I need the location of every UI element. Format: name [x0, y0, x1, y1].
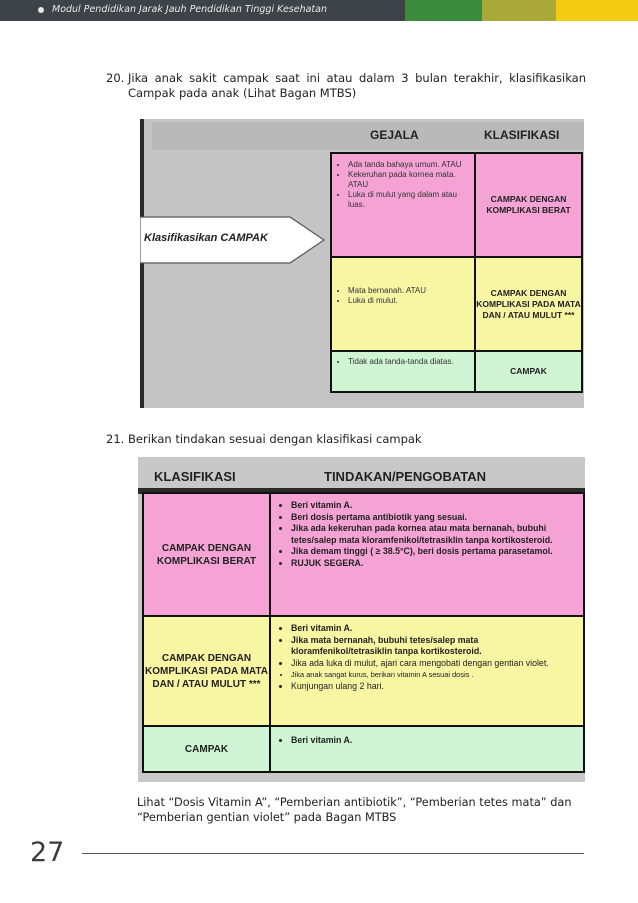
gejala-item: • Tidak ada tanda-tanda diatas. [348, 357, 470, 367]
column-header-klasifikasi: KLASIFIKASI [484, 128, 560, 142]
header-green-segment [405, 0, 482, 21]
header-title: Modul Pendidikan Jarak Jauh Pendidikan Tinggi Kesehatan [52, 4, 327, 15]
gejala-item: • Mata bernanah. ATAU [348, 286, 470, 296]
klasifikasi-cell-campak [474, 350, 583, 393]
header-olive-segment [482, 0, 556, 21]
gejala-cell-campak [330, 350, 476, 393]
klasifikasi-cell-severe [474, 152, 583, 258]
tindakan-item: • Jika ada luka di mulut, ajari cara mengobati dengan gentian violet. [291, 658, 579, 670]
column-header-gejala: GEJALA [370, 128, 419, 142]
header-bar [0, 0, 638, 21]
figure-campak-classification [140, 119, 584, 408]
gejala-cell-severe [330, 152, 476, 258]
tindakan-item: • Beri dosis pertama antibiotik yang sesuai. [291, 512, 579, 524]
tindakan-item: • Beri vitamin A. [291, 623, 579, 635]
klasifikasi-cell-severe [142, 492, 271, 617]
klasifikasi-label: CAMPAK DENGAN KOMPLIKASI BERAT [486, 194, 571, 215]
question-text: Berikan tindakan sesuai dengan klasifikasi campak [128, 432, 422, 446]
tindakan-item: • Beri vitamin A. [291, 735, 579, 747]
column-header-klasifikasi: KLASIFIKASI [154, 469, 236, 484]
gejala-item: • Ada tanda bahaya umum. ATAU [348, 160, 470, 170]
tindakan-item: • Jika anak sangat kurus, berikan vitamin A sesuai dosis . [291, 669, 579, 681]
klasifikasi-label: CAMPAK DENGAN KOMPLIKASI PADA MATA DAN / ATAU MULUT *** [476, 287, 581, 320]
gejala-cell-eye-mouth [330, 256, 476, 352]
klasifikasi-label: CAMPAK DENGAN KOMPLIKASI BERAT [156, 542, 257, 567]
klasifikasi-cell-campak [142, 725, 271, 773]
bullet-icon [38, 7, 44, 13]
klasifikasi-label: CAMPAK DENGAN KOMPLIKASI PADA MATA DAN / ATAU MULUT *** [145, 652, 268, 690]
klasifikasi-label: CAMPAK [184, 743, 229, 755]
column-header-tindakan: TINDAKAN/PENGOBATAN [324, 469, 487, 484]
klasifikasi-cell-eye-mouth [474, 256, 583, 352]
header-yellow-segment [556, 0, 638, 21]
gejala-item: • Luka di mulut yang dalam atau luas. [348, 190, 470, 210]
page-number: 27 [30, 837, 65, 868]
gejala-item: • Luka di mulut. [348, 296, 470, 306]
question-20 [106, 71, 586, 101]
tindakan-cell-severe [269, 492, 585, 617]
klasifikasi-label: CAMPAK [510, 366, 547, 376]
gejala-item: • Kekeruhan pada kornea mata. ATAU [348, 170, 470, 190]
tindakan-item: • Jika demam tinggi ( ≥ 38.5°C), beri dosis pertama parasetamol. [291, 546, 579, 558]
tindakan-cell-campak [269, 725, 585, 773]
question-text: Jika anak sakit campak saat ini atau dalam 3 bulan terakhir, klasifikasikan Campak pada anak (Lihat Bagan MTBS) [128, 71, 586, 100]
question-number: 20. [106, 71, 125, 85]
arrow-label: Klasifikasikan CAMPAK [144, 232, 268, 244]
tindakan-item: • Beri vitamin A. [291, 500, 579, 512]
figure-campak-treatment [138, 457, 585, 782]
footer-rule [82, 853, 584, 854]
klasifikasi-cell-eye-mouth [142, 615, 271, 727]
tindakan-item: • RUJUK SEGERA. [291, 558, 579, 570]
question-number: 21. [106, 432, 125, 446]
tindakan-cell-eye-mouth [269, 615, 585, 727]
tindakan-item: • Jika mata bernanah, bubuhi tetes/salep mata kloramfenikol/tetrasiklin tanpa kortikosteroid. [291, 635, 579, 658]
reference-note: Lihat “Dosis Vitamin A”, “Pemberian antibiotik”, “Pemberian tetes mata” dan “Pemberian gentian violet” pada Bagan MTBS [137, 796, 572, 824]
tindakan-item: • Jika ada kekeruhan pada kornea atau mata bernanah, bubuhi tetes/salep mata kloramfenikol/tetrasiklin tanpa kortikosteroid. [291, 523, 579, 546]
question-21 [106, 432, 586, 447]
tindakan-item: • Kunjungan ulang 2 hari. [291, 681, 579, 693]
